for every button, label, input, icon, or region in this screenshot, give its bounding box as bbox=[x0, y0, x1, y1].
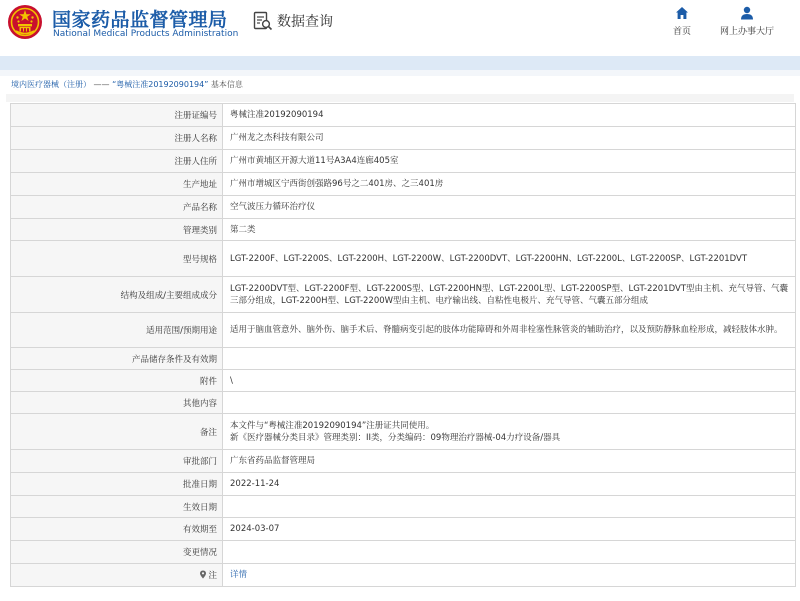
row-label: 审批部门 bbox=[11, 450, 223, 473]
remark-line-2: 新《医疗器械分类目录》管理类别：II类，分类编码：09物理治疗器械-04力疗设备/器具 bbox=[230, 432, 561, 443]
table-row bbox=[11, 473, 796, 496]
table-row bbox=[11, 564, 796, 587]
row-label: 适用范围/预期用途 bbox=[11, 313, 223, 348]
pin-icon bbox=[199, 570, 207, 579]
row-value: 广州龙之杰科技有限公司 bbox=[223, 127, 796, 150]
row-value bbox=[223, 414, 796, 450]
table-row bbox=[11, 348, 796, 370]
breadcrumb-suffix: 基本信息 bbox=[208, 80, 243, 89]
row-label: 注册证编号 bbox=[11, 104, 223, 127]
home-icon bbox=[675, 6, 689, 20]
row-value bbox=[223, 541, 796, 564]
user-icon bbox=[740, 6, 754, 20]
row-label: 产品储存条件及有效期 bbox=[11, 348, 223, 370]
national-emblem-icon bbox=[7, 4, 43, 40]
breadcrumb-separator: —— bbox=[91, 80, 113, 89]
row-value: 2022-11-24 bbox=[223, 473, 796, 496]
row-label: 有效期至 bbox=[11, 518, 223, 541]
note-label: 注 bbox=[208, 571, 217, 581]
table-row bbox=[11, 150, 796, 173]
org-name-en: National Medical Products Administration bbox=[53, 29, 239, 39]
row-label: 生产地址 bbox=[11, 173, 223, 196]
nav-home-label: 首页 bbox=[672, 27, 691, 37]
table-row bbox=[11, 127, 796, 150]
row-label-note bbox=[11, 564, 223, 587]
remark-line-1: 本文件与“粤械注准20192090194”注册证共同使用。 bbox=[230, 420, 435, 431]
details-link[interactable]: 详情 bbox=[230, 570, 248, 580]
row-value: 广州市黄埔区开源大道11号A3A4连廊405室 bbox=[223, 150, 796, 173]
row-value: 粤械注准20192090194 bbox=[223, 104, 796, 127]
row-value: 适用于脑血管意外、脑外伤、脑手术后、脊髓病变引起的肢体功能障碍和外周非栓塞性脉管炎的辅助治疗，以及预防静脉血栓形成，减轻肢体水肿。 bbox=[223, 313, 796, 348]
row-label: 注册人名称 bbox=[11, 127, 223, 150]
row-label: 备注 bbox=[11, 414, 223, 450]
row-value: LGT-2200F、LGT-2200S、LGT-2200H、LGT-2200W、LGT-2200DVT、LGT-2200HN、LGT-2200L、LGT-2200SP、LGT-2201DVT bbox=[223, 241, 796, 277]
row-value: 2024-03-07 bbox=[223, 518, 796, 541]
row-value bbox=[223, 496, 796, 518]
detail-table bbox=[10, 103, 796, 587]
row-label: 其他内容 bbox=[11, 392, 223, 414]
top-divider-shade bbox=[0, 70, 800, 76]
section-title: 数据查询 bbox=[277, 14, 333, 30]
detail-panel-header bbox=[6, 94, 794, 102]
row-value bbox=[223, 348, 796, 370]
row-value: 广东省药品监督管理局 bbox=[223, 450, 796, 473]
row-label: 变更情况 bbox=[11, 541, 223, 564]
row-label: 批准日期 bbox=[11, 473, 223, 496]
row-value: 广州市增城区宁西街创强路96号之二401房、之三401房 bbox=[223, 173, 796, 196]
row-label: 结构及组成/主要组成成分 bbox=[11, 277, 223, 313]
breadcrumb-category-link[interactable]: 境内医疗器械（注册） bbox=[11, 80, 91, 89]
nav-home-link[interactable] bbox=[664, 6, 700, 40]
row-label: 型号规格 bbox=[11, 241, 223, 277]
row-value bbox=[223, 392, 796, 414]
data-query-icon bbox=[253, 11, 273, 31]
table-row bbox=[11, 313, 796, 348]
table-row bbox=[11, 496, 796, 518]
table-row bbox=[11, 370, 796, 392]
breadcrumb bbox=[11, 79, 243, 90]
row-label: 管理类别 bbox=[11, 219, 223, 241]
breadcrumb-item-link[interactable]: “粤械注准20192090194” bbox=[112, 80, 209, 89]
nav-online-hall-label: 网上办事大厅 bbox=[719, 27, 774, 37]
row-label: 附件 bbox=[11, 370, 223, 392]
table-row bbox=[11, 277, 796, 313]
nav-online-hall-link[interactable] bbox=[716, 6, 778, 40]
row-label: 注册人住所 bbox=[11, 150, 223, 173]
row-label: 生效日期 bbox=[11, 496, 223, 518]
org-name-cn: 国家药品监督管理局 bbox=[52, 9, 228, 31]
table-row bbox=[11, 450, 796, 473]
table-row bbox=[11, 241, 796, 277]
table-row bbox=[11, 518, 796, 541]
table-row bbox=[11, 104, 796, 127]
table-row bbox=[11, 414, 796, 450]
row-value: 第二类 bbox=[223, 219, 796, 241]
site-header bbox=[0, 0, 800, 50]
row-value: \ bbox=[223, 370, 796, 392]
table-row bbox=[11, 196, 796, 219]
row-value bbox=[223, 564, 796, 587]
table-row bbox=[11, 392, 796, 414]
row-value: LGT-2200DVT型、LGT-2200F型、LGT-2200S型、LGT-2200HN型、LGT-2200L型、LGT-2200SP型、LGT-2201DVT型由主机、充气导管、气囊三部分组成，LGT-2200H型、LGT-2200W型由主机、电疗输出线、自粘性电极片、充气导管、气囊五部分组成 bbox=[223, 277, 796, 313]
row-label: 产品名称 bbox=[11, 196, 223, 219]
row-value: 空气波压力循环治疗仪 bbox=[223, 196, 796, 219]
table-row bbox=[11, 173, 796, 196]
top-divider-bar bbox=[0, 56, 800, 70]
table-row bbox=[11, 219, 796, 241]
table-row bbox=[11, 541, 796, 564]
